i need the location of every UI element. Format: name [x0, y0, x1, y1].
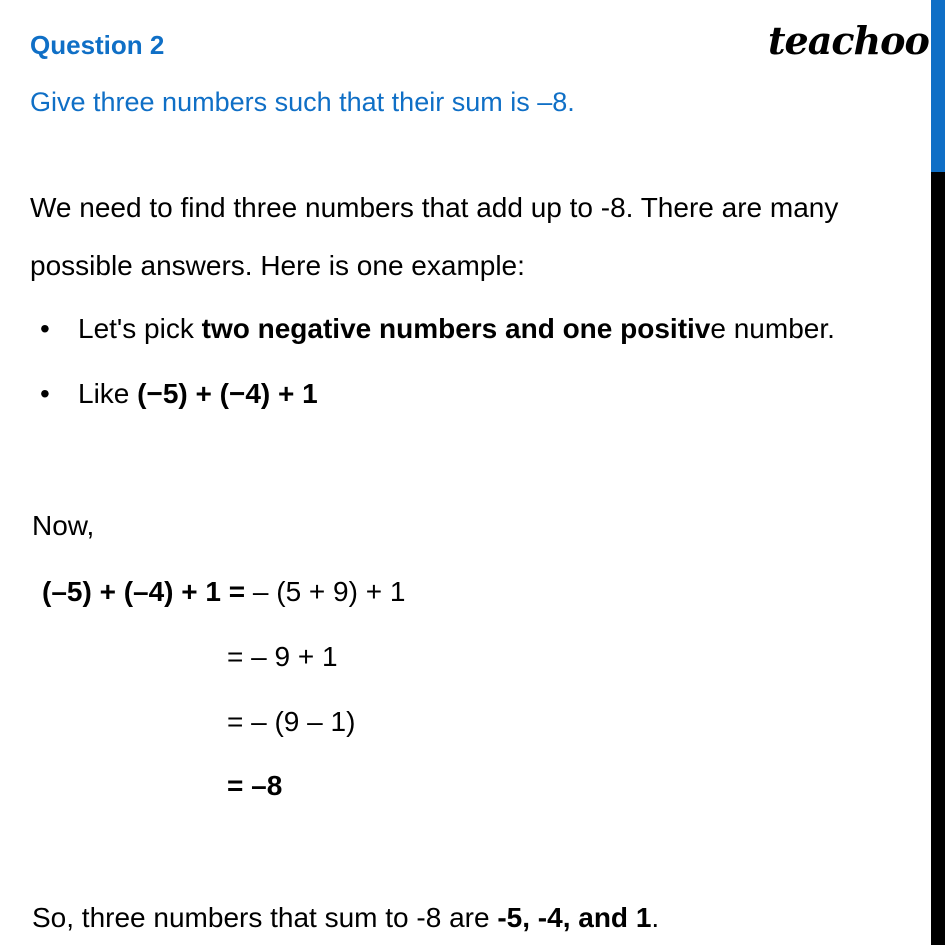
- working-lhs: (–5) + (–4) + 1 =: [42, 576, 246, 607]
- bullet-1-bold: two negative numbers and one positiv: [201, 313, 711, 344]
- working-line-1: [42, 576, 405, 608]
- sidebar-accent-black: [931, 172, 945, 945]
- page-title: Question 2: [30, 30, 165, 60]
- working-step-3: = – (9 – 1): [227, 706, 356, 737]
- teachoo-logo: teachoo: [768, 18, 929, 63]
- bullet-icon: •: [40, 313, 50, 344]
- conclusion-suffix: .: [651, 902, 660, 933]
- working-result: = –8: [227, 770, 283, 801]
- bullet-item-1: [78, 313, 835, 345]
- conclusion-prefix: So, three numbers that sum to -8 are: [32, 902, 498, 933]
- bullet-1-suffix: e number.: [710, 313, 835, 344]
- bullet-2-prefix: Like: [78, 378, 138, 409]
- intro-line-2: possible answers. Here is one example:: [30, 250, 525, 281]
- intro-line-1: We need to find three numbers that add up to -8. There are many: [30, 192, 839, 223]
- conclusion: [32, 902, 659, 934]
- bullet-item-2: [78, 378, 318, 410]
- now-label: Now,: [32, 510, 95, 541]
- working-step-1: – (5 + 9) + 1: [252, 576, 406, 607]
- bullet-icon: •: [40, 378, 50, 409]
- bullet-1-prefix: Let's pick: [78, 313, 202, 344]
- bullet-2-bold: (−5) + (−4) + 1: [137, 378, 318, 409]
- question-text: Give three numbers such that their sum is –8.: [30, 87, 575, 117]
- working-step-2: = – 9 + 1: [227, 641, 338, 672]
- conclusion-answer: -5, -4, and 1: [497, 902, 652, 933]
- sidebar-accent-blue: [931, 0, 945, 172]
